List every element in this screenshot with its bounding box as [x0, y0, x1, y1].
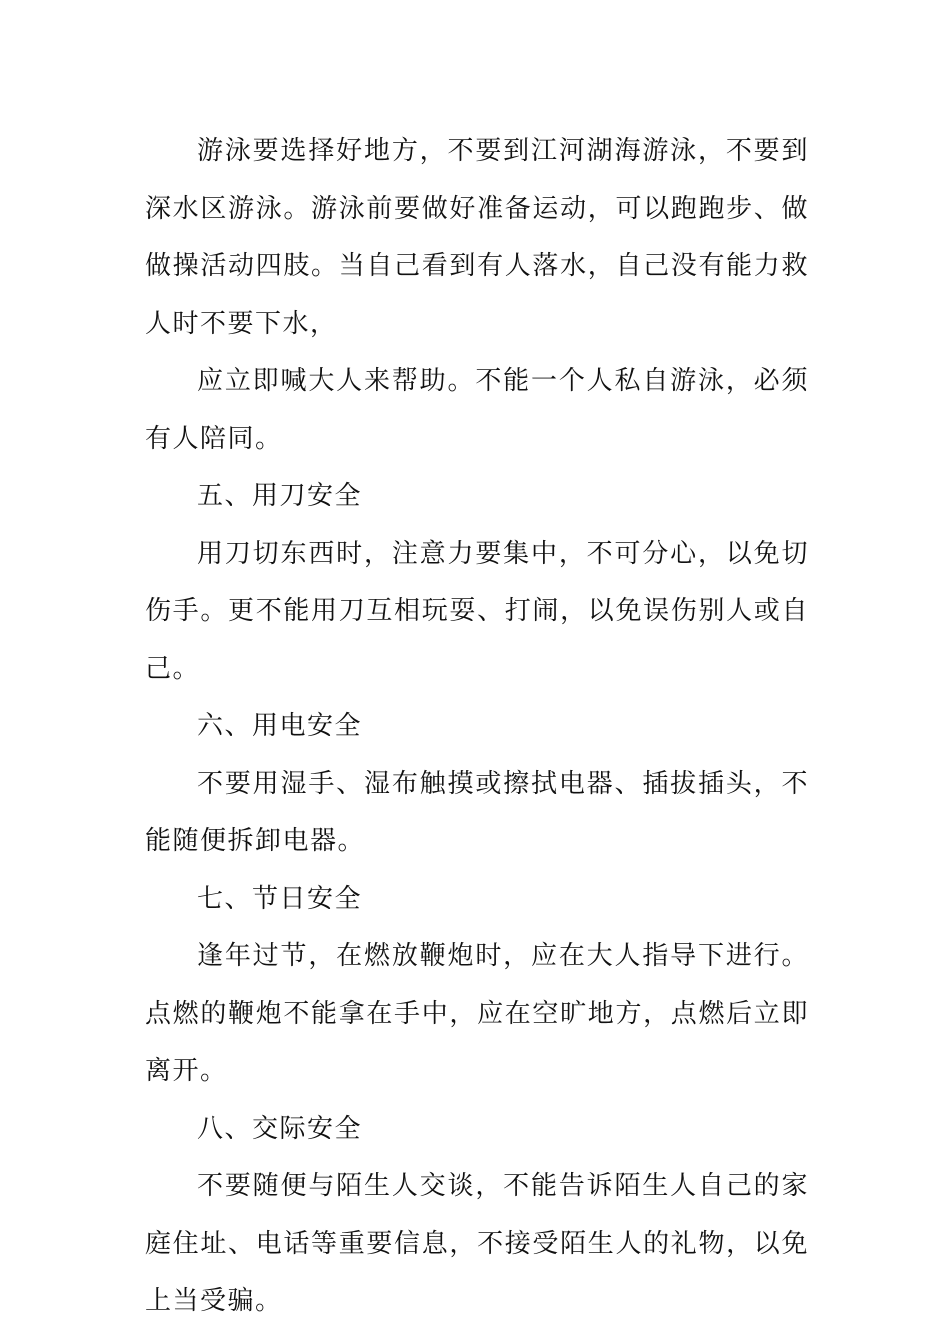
paragraph-holiday-safety: 逢年过节，在燃放鞭炮时，应在大人指导下进行。点燃的鞭炮不能拿在手中，应在空旷地方，点燃后立即离开。: [145, 941, 809, 1086]
document-body: [145, 123, 809, 1331]
paragraph-electricity-safety: 不要用湿手、湿布触摸或擦拭电器、插拔插头，不能随便拆卸电器。: [145, 768, 809, 856]
paragraph-swimming-1: 游泳要选择好地方，不要到江河湖海游泳，不要到深水区游泳。游泳前要做好准备运动，可以跑跑步、做做操活动四肢。当自己看到有人落水，自己没有能力救人时不要下水，: [145, 136, 809, 339]
section-heading-social-safety: 八、交际安全: [197, 1113, 363, 1144]
paragraph-social-safety: 不要随便与陌生人交谈，不能告诉陌生人自己的家庭住址、电话等重要信息，不接受陌生人的礼物，以免上当受骗。: [145, 1171, 809, 1316]
section-heading-electricity-safety: 六、用电安全: [197, 711, 363, 741]
section-heading-knife-safety: 五、用刀安全: [197, 481, 363, 511]
paragraph-knife-safety: 用刀切东西时，注意力要集中，不可分心，以免切伤手。更不能用刀互相玩耍、打闹，以免误伤别人或自己。: [145, 538, 809, 684]
section-heading-holiday-safety: 七、节日安全: [197, 883, 363, 914]
paragraph-swimming-2: 应立即喊大人来帮助。不能一个人私自游泳，必须有人陪同。: [145, 366, 809, 454]
